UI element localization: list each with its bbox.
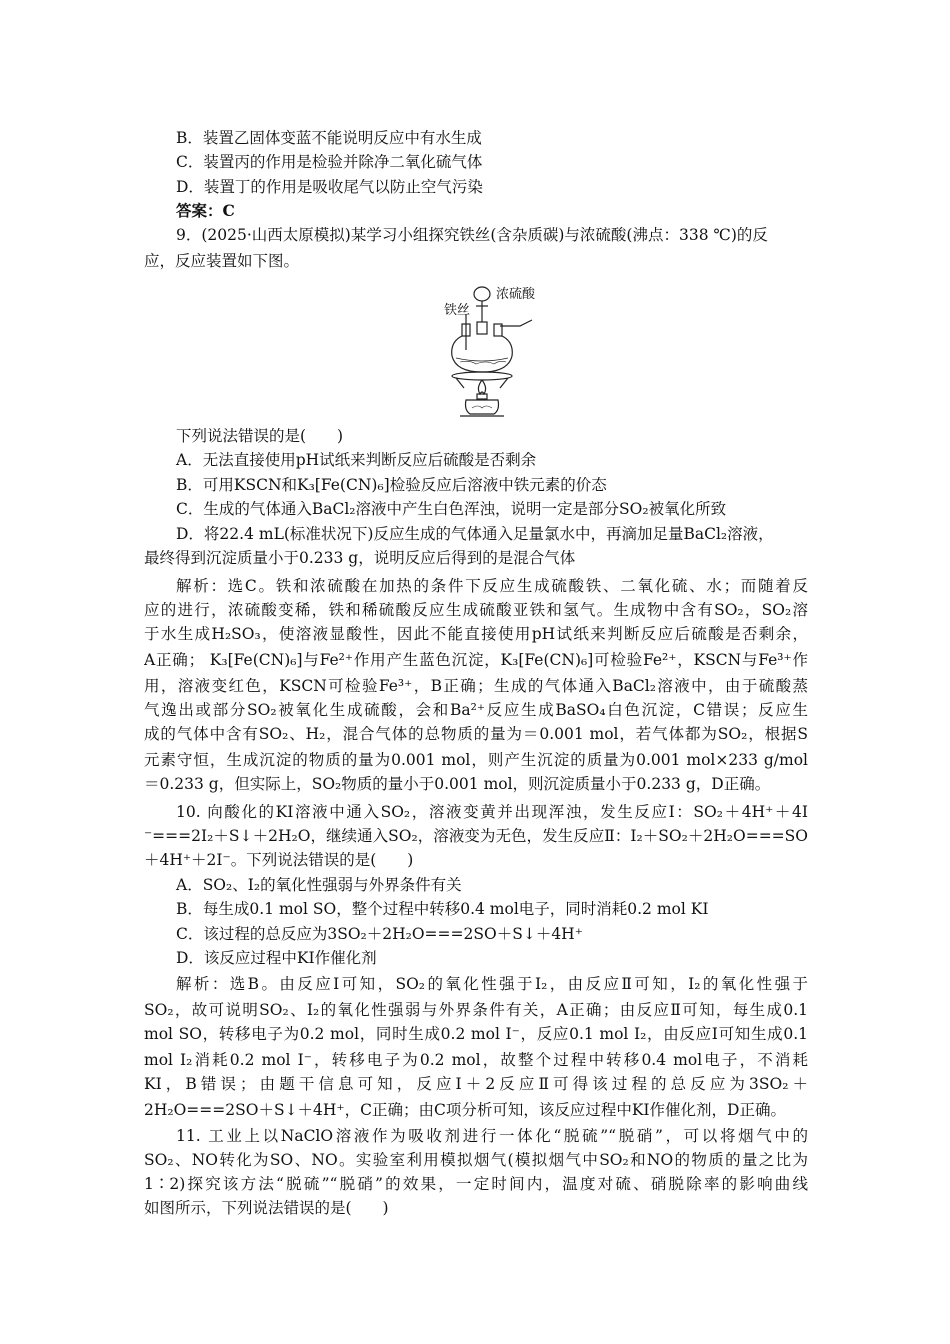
q11-stem-2: SO₂、NO转化为SO、NO。实验室利用模拟烟气(模拟烟气中SO₂和NO的物质的量之比为 <box>144 1151 808 1169</box>
q9-analysis-7: 成的气体中含有SO₂、H₂，混合气体的总物质的量为＝0.001 mol，若气体都为SO₂，根据S <box>144 725 808 743</box>
q10-analysis-4: mol I₂消耗0.2 mol I⁻，转移电子为0.2 mol，故整个过程中转移0.4 mol电子，不消耗 <box>144 1051 808 1069</box>
q10-option-c: C．该过程的总反应为3SO₂＋2H₂O===2SO＋S↓＋4H⁺ <box>176 925 583 943</box>
q9-option-b: B．可用KSCN和K₃[Fe(CN)₆]检验反应后溶液中铁元素的价态 <box>176 476 607 494</box>
q9-option-d-1: D．将22.4 mL(标准状况下)反应生成的气体通入足量氯水中，再滴加足量BaCl₂溶液， <box>176 525 774 543</box>
q9-option-c: C．生成的气体通入BaCl₂溶液中产生白色浑浊，说明一定是部分SO₂被氧化所致 <box>176 500 727 518</box>
q10-option-a: A．SO₂、I₂的氧化性强弱与外界条件有关 <box>176 876 462 894</box>
q10-stem-1: 10. 向酸化的KI溶液中通入SO₂，溶液变黄并出现浑浊，发生反应Ⅰ：SO₂＋4H⁺＋4I <box>176 803 808 821</box>
label-concentrated-sulfuric-acid: 浓硫酸 <box>496 287 536 302</box>
q10-analysis-6: 2H₂O===2SO＋S↓＋4H⁺，C正确；由C项分析可知，该反应过程中KI作催化剂，D正确。 <box>144 1101 786 1119</box>
q10-stem-3: ＋4H⁺＋2I⁻。下列说法错误的是( ) <box>144 851 414 869</box>
q9-analysis-4: A正确； K₃[Fe(CN)₆]与Fe²⁺作用产生蓝色沉淀，K₃[Fe(CN)₆]可检验Fe²⁺，KSCN与Fe³⁺作 <box>144 651 808 669</box>
option-c-prev: C．装置丙的作用是检验并除净二氧化硫气体 <box>176 153 483 171</box>
option-b-prev: B．装置乙固体变蓝不能说明反应中有水生成 <box>176 129 482 147</box>
q11-stem-1: 11. 工业上以NaClO溶液作为吸收剂进行一体化“脱硫”“脱硝”，可以将烟气中的 <box>176 1127 808 1145</box>
q10-analysis-1: 解析：选B。由反应Ⅰ可知，SO₂的氧化性强于I₂，由反应Ⅱ可知，I₂的氧化性强于 <box>176 975 808 993</box>
q9-analysis-6: 气逸出或部分SO₂被氧化生成硫酸，会和Ba²⁺反应生成BaSO₄白色沉淀，C错误；反应生 <box>144 701 808 719</box>
q10-analysis-3: mol SO，转移电子为0.2 mol，同时生成0.2 mol I⁻，反应0.1 mol I₂，由反应Ⅰ可知生成0.1 <box>144 1025 808 1043</box>
q9-analysis-2: 应的进行，浓硫酸变稀，铁和稀硫酸反应生成硫酸亚铁和氢气。生成物中含有SO₂，SO₂溶 <box>144 601 808 619</box>
q10-option-b: B．每生成0.1 mol SO，整个过程中转移0.4 mol电子，同时消耗0.2 mol KI <box>176 900 709 918</box>
q9-analysis-3: 于水生成H₂SO₃，使溶液显酸性，因此不能直接使用pH试纸来判断反应后硫酸是否剩余， <box>144 625 808 643</box>
q9-analysis-1: 解析：选C。铁和浓硫酸在加热的条件下反应生成硫酸铁、二氧化硫、水；而随着反 <box>176 577 808 595</box>
q9-analysis-8: 元素守恒，生成沉淀的物质的量为0.001 mol，则产生沉淀的质量为0.001 mol×233 g/mol <box>144 751 808 769</box>
q9-stem-2: 应，反应装置如下图。 <box>144 252 300 270</box>
q11-stem-4: 如图所示，下列说法错误的是( ) <box>144 1199 389 1217</box>
q9-analysis-5: 用，溶液变红色，KSCN可检验Fe³⁺，B正确；生成的气体通入BaCl₂溶液中，由于硫酸蒸 <box>144 677 808 695</box>
q10-stem-2: ⁻===2I₂＋S↓＋2H₂O，继续通入SO₂，溶液变为无色，发生反应Ⅱ：I₂＋SO₂＋2H₂O===SO <box>144 827 808 845</box>
option-d-prev: D．装置丁的作用是吸收尾气以防止空气污染 <box>176 178 483 196</box>
q10-analysis-2: SO₂，故可说明SO₂、I₂的氧化性强弱与外界条件有关，A正确；由反应Ⅱ可知，每生成0.1 <box>144 1001 808 1019</box>
q9-question: 下列说法错误的是( ) <box>176 427 344 445</box>
q9-analysis-9: ＝0.233 g，但实际上，SO₂物质的量小于0.001 mol，则沉淀质量小于0.233 g，D正确。 <box>144 775 771 793</box>
q9-option-a: A．无法直接使用pH试纸来判断反应后硫酸是否剩余 <box>176 451 537 469</box>
label-iron-wire: 铁丝 <box>444 303 471 318</box>
q11-stem-3: 1∶2)探究该方法“脱硫”“脱硝”的效果，一定时间内，温度对硫、硝脱除率的影响曲线 <box>144 1175 808 1193</box>
q9-option-d-2: 最终得到沉淀质量小于0.233 g，说明反应后得到的是混合气体 <box>144 549 576 567</box>
q10-analysis-5: KI，B错误；由题干信息可知，反应Ⅰ＋2反应Ⅱ可得该过程的总反应为3SO₂＋ <box>144 1075 808 1093</box>
q10-option-d: D．该反应过程中KI作催化剂 <box>176 949 377 967</box>
q9-stem-1: 9．(2025·山西太原模拟)某学习小组探究铁丝(含杂质碳)与浓硫酸(沸点：338 ℃)的反 <box>176 226 768 244</box>
answer-prev: 答案：C <box>176 201 235 220</box>
